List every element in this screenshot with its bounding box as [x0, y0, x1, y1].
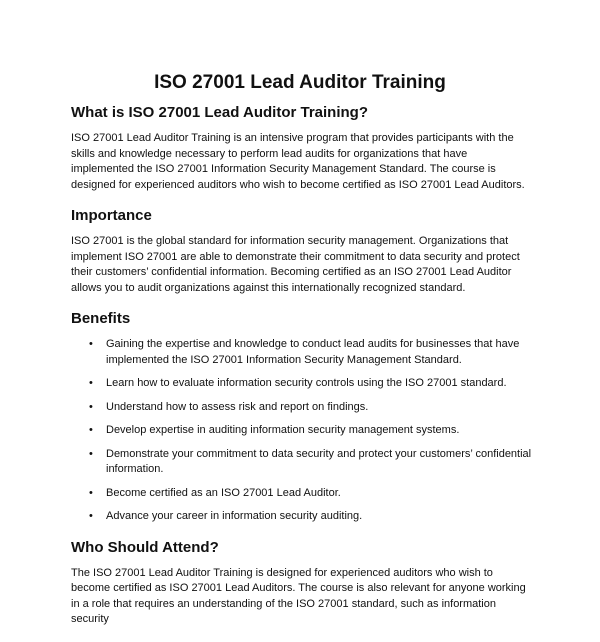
bullet-icon: • [89, 486, 93, 499]
list-item-text: Gaining the expertise and knowledge to conduct lead audits for businesses that have implemented the ISO 27001 Information Security Management Standard. [106, 338, 520, 366]
list-item-text: Become certified as an ISO 27001 Lead Auditor. [106, 486, 341, 499]
list-item [71, 376, 533, 392]
list-item-text: Advance your career in information security auditing. [106, 510, 363, 522]
benefits-list [71, 337, 533, 525]
section-who-should-attend [71, 539, 533, 628]
section-heading-what-is: What is ISO 27001 Lead Auditor Training? [71, 104, 368, 121]
bullet-icon: • [89, 377, 93, 389]
page-title: ISO 27001 Lead Auditor Training [154, 72, 446, 93]
section-benefits [71, 310, 533, 525]
list-item [71, 337, 533, 368]
list-item [71, 400, 533, 416]
section-heading-benefits: Benefits [71, 310, 131, 327]
section-heading-importance: Importance [71, 207, 152, 224]
list-item-text: Develop expertise in auditing information security management systems. [106, 424, 460, 436]
bullet-icon: • [89, 338, 93, 350]
section-heading-who-should-attend: Who Should Attend? [71, 538, 219, 556]
document-body [71, 104, 533, 642]
list-item [71, 447, 533, 478]
list-item-text: Understand how to assess risk and report on findings. [106, 400, 369, 413]
bullet-icon: • [89, 400, 93, 413]
list-item [71, 509, 533, 525]
bullet-icon: • [89, 510, 93, 522]
section-paragraph-who-should-attend: The ISO 27001 Lead Auditor Training is designed for experienced auditors who wish to become certified as ISO 27001 Lead Auditors. The course is also relevant for anyone working in a role that requires an understanding of the ISO 27001 standard, such as information security [71, 566, 526, 625]
list-item [71, 486, 533, 502]
list-item [71, 423, 533, 439]
section-what-is [71, 104, 533, 193]
bullet-icon: • [89, 447, 93, 460]
list-item-text: Demonstrate your commitment to data security and protect your customers’ confidential information. [106, 447, 532, 475]
bullet-icon: • [89, 424, 93, 436]
section-paragraph-importance: ISO 27001 is the global standard for information security management. Organizations that implement ISO 27001 are able to demonstrate their commitment to data security and protect their customers’ confidential information. Becoming certified as an ISO 27001 Lead Auditor allows you to audit organizations against this internationally recognized standard. [71, 235, 520, 294]
section-paragraph-what-is: ISO 27001 Lead Auditor Training is an intensive program that provides participants with the skills and knowledge necessary to perform lead audits for organizations that have implemented the ISO 27001 Information Security Management Standard. The course is designed for experienced auditors who wish to become certified as ISO 27001 Lead Auditors. [71, 132, 525, 191]
section-importance [71, 207, 533, 296]
list-item-text: Learn how to evaluate information security controls using the ISO 27001 standard. [106, 377, 507, 389]
